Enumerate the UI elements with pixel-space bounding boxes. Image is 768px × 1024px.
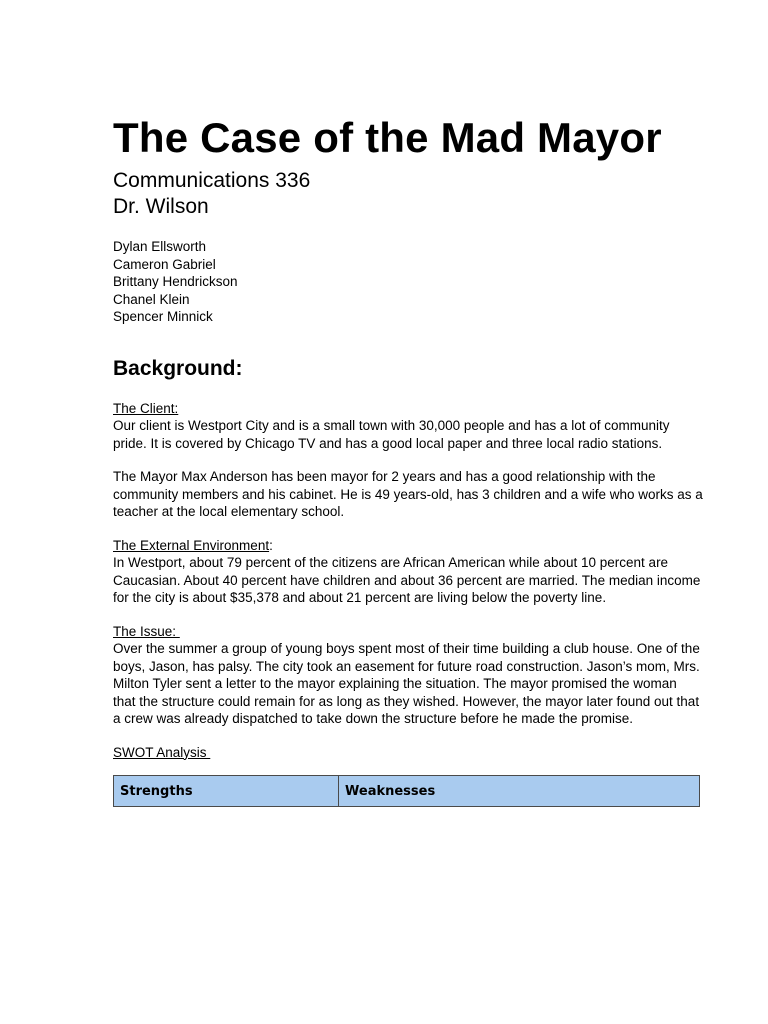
author-name: Cameron Gabriel (113, 256, 216, 272)
table-row (114, 776, 700, 807)
environment-section (113, 537, 703, 607)
author-name: Spencer Minnick (113, 309, 213, 324)
swot-label: SWOT Analysis (113, 744, 211, 760)
author-name: Chanel Klein (113, 291, 190, 307)
background-heading: Background: (113, 356, 243, 380)
document-page (113, 112, 703, 807)
mayor-paragraph: The Mayor Max Anderson has been mayor for 2 years and has a good relationship with the community members and his cabinet. He is 49 years-old, has 3 children and a wife who works as a teacher at the local elementary school. (113, 469, 703, 519)
author-name: Dylan Ellsworth (113, 239, 207, 254)
environment-heading-colon: : (269, 537, 273, 553)
author-name: Brittany Hendrickson (113, 274, 238, 289)
issue-paragraph: Over the summer a group of young boys spent most of their time building a club house. One of the boys, Jason, has palsy. The city took an easement for future road construction. Jason’s mom, Mrs. Milton Tyler sent a letter to the mayor explaining the situation. The mayor promised the woman that the structure could remain for as long as they wished. However, the mayor later found out that a crew was already dispatched to take down the structure before he made the promise. (113, 641, 700, 726)
issue-section (113, 623, 703, 728)
course-name: Communications 336 (113, 169, 311, 192)
client-section (113, 400, 703, 521)
author-list (113, 238, 703, 326)
instructor-name: Dr. Wilson (113, 195, 209, 218)
environment-paragraph: In Westport, about 79 percent of the citizens are African American while about 10 percent are Caucasian. About 40 percent have children and about 36 percent are married. The median income for the city is about $35,378 and about 21 percent are living below the poverty line. (113, 555, 701, 605)
document-title: The Case of the Mad Mayor (113, 114, 662, 161)
client-heading: The Client: (113, 400, 179, 416)
swot-header-strengths: Strengths (114, 776, 339, 807)
swot-table (113, 775, 700, 807)
client-paragraph: Our client is Westport City and is a small town with 30,000 people and has a lot of community pride. It is covered by Chicago TV and has a good local paper and three local radio stations. (113, 418, 670, 451)
issue-heading: The Issue: (113, 623, 180, 639)
swot-header-weaknesses: Weaknesses (339, 776, 700, 807)
environment-heading: The External Environment (113, 537, 270, 553)
